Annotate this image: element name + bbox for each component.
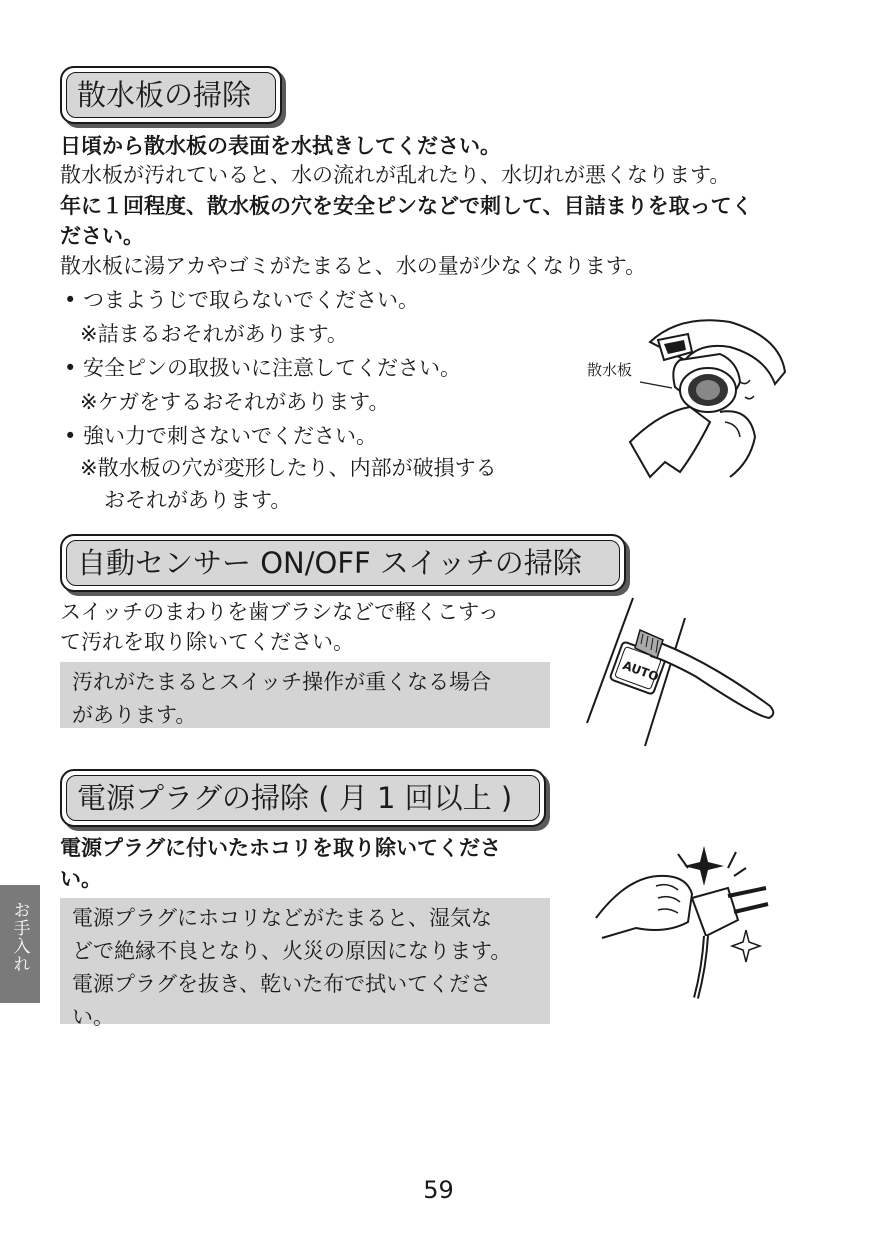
section3-note-line-4: い。 — [72, 1005, 114, 1029]
section3-line-1: 電源プラグに付いたホコリを取り除いてくださ — [60, 836, 501, 860]
section3-note-line-3: 電源プラグを抜き、乾いた布で拭いてくださ — [72, 972, 492, 996]
section1-line-5: 散水板に湯アカやゴミがたまると、水の量が少なくなります。 — [60, 254, 647, 278]
section1-line-1: 日頃から散水板の表面を水拭きしてください。 — [60, 134, 501, 158]
section1-line-2: 散水板が汚れていると、水の流れが乱れたり、水切れが悪くなります。 — [60, 163, 731, 187]
section2-heading — [60, 534, 626, 592]
section2-heading-text: 自動センサー ON/OFF スイッチの掃除 — [66, 540, 620, 586]
bullet-1-note: ※詰まるおそれがあります。 — [80, 322, 348, 346]
power-plug-illustration — [596, 838, 776, 1003]
bullet-1: • つまようじで取らないでください。 — [64, 288, 420, 312]
page-number: 59 — [423, 1176, 454, 1204]
section3-line-2: い。 — [60, 867, 102, 891]
section2-line-1: スイッチのまわりを歯ブラシなどで軽くこすっ — [60, 600, 499, 624]
section1-heading-text: 散水板の掃除 — [66, 72, 276, 118]
section2-note-line-1: 汚れがたまるとスイッチ操作が重くなる場合 — [72, 670, 492, 694]
section1-heading — [60, 66, 282, 124]
figure-label-sprinkler-plate: 散水板 — [587, 361, 633, 379]
section3-note-line-1: 電源プラグにホコリなどがたまると、湿気な — [72, 906, 492, 930]
bullet-3-note-cont: おそれがあります。 — [104, 488, 292, 512]
faucet-illustration — [580, 312, 800, 487]
auto-switch-label: AUTO — [620, 658, 661, 685]
section2-note-box — [60, 662, 550, 728]
section1-line-4: ださい。 — [60, 224, 144, 248]
section1-line-3: 年に１回程度、散水板の穴を安全ピンなどで刺して、目詰まりを取ってく — [60, 194, 753, 218]
section3-note-box — [60, 898, 550, 1029]
section3-heading-text: 電源プラグの掃除 ( 月 1 回以上 ) — [66, 775, 540, 821]
side-tab-label: お手入れ — [9, 901, 30, 973]
toothbrush-switch-illustration — [585, 598, 785, 746]
bullet-3-note: ※散水板の穴が変形したり、内部が破損する — [80, 456, 497, 480]
bullet-3: • 強い力で刺さないでください。 — [64, 424, 378, 448]
bullet-2-note: ※ケガをするおそれがあります。 — [80, 390, 390, 414]
section2-line-2: て汚れを取り除いてください。 — [60, 630, 354, 654]
section3-note-line-2: どで絶縁不良となり、火災の原因になります。 — [72, 939, 512, 963]
side-tab-maintenance — [0, 885, 40, 1003]
section3-heading — [60, 769, 546, 827]
section2-note-line-2: があります。 — [72, 703, 197, 727]
bullet-2: • 安全ピンの取扱いに注意してください。 — [64, 356, 462, 380]
